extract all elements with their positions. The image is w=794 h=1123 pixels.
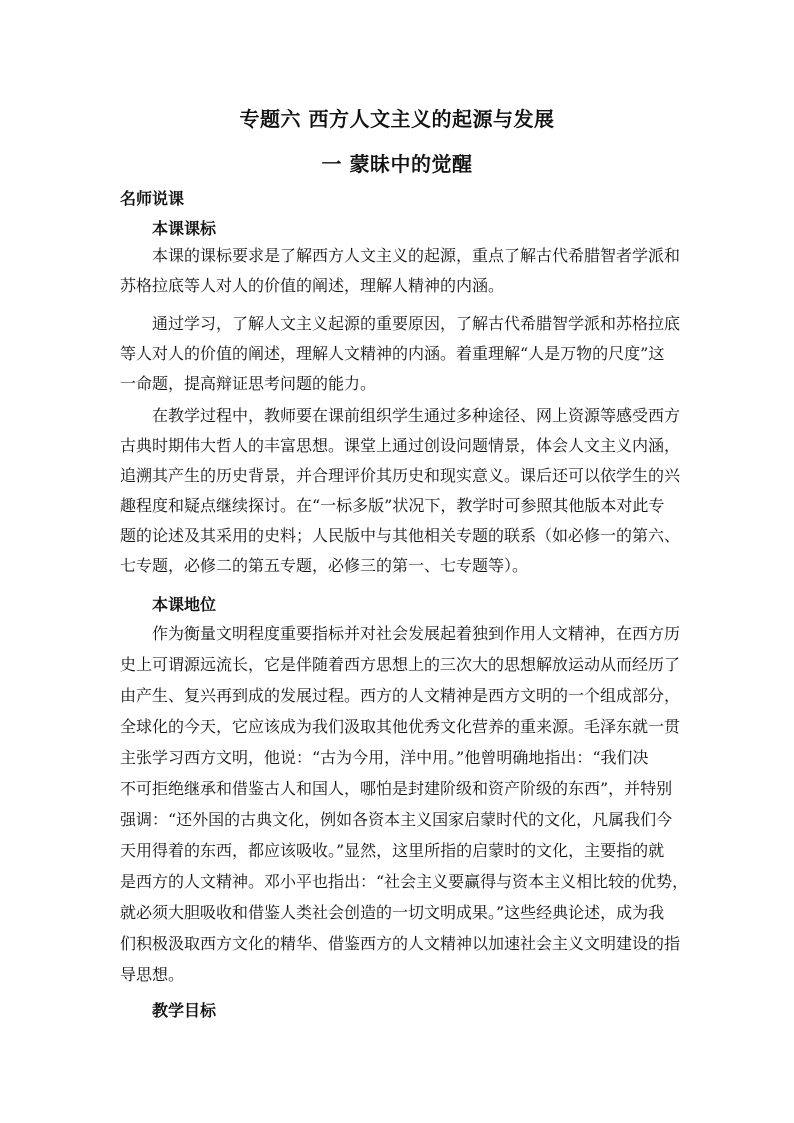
paragraph-line: 主张学习西方文明，他说：“古为今用，洋中用。”他曾明确地指出：“我们决: [120, 748, 649, 767]
paragraph-line: 不可拒绝继承和借鉴古人和国人，哪怕是封建阶级和资产阶级的东西”，并特别: [120, 779, 673, 798]
subsection-heading-goals: 教学目标: [152, 1001, 217, 1020]
paragraph-line: 在教学过程中，教师要在课前组织学生通过多种途径、网上资源等感受西方: [152, 406, 681, 425]
paragraph-line: 作为衡量文明程度重要指标并对社会发展起着独到作用人文精神，在西方历: [152, 624, 681, 643]
subsection-heading-curriculum: 本课课标: [152, 219, 217, 238]
paragraph-line: 通过学习，了解人文主义起源的重要原因，了解古代希腊智学派和苏格拉底: [152, 314, 681, 333]
paragraph-line: 天用得着的东西，都应该吸收。”显然，这里所指的启蒙时的文化，主要指的就: [120, 841, 665, 860]
document-subtitle: 一 蒙昧中的觉醒: [321, 152, 473, 176]
paragraph-line: 趣程度和疑点继续探讨。在“一标多版”状况下，教学时可参照其他版本对此专: [120, 496, 665, 515]
paragraph-line: 本课的课标要求是了解西方人文主义的起源，重点了解古代希腊智者学派和: [152, 246, 681, 265]
paragraph-line: 苏格拉底等人对人的价值的阐述，理解人精神的内涵。: [120, 276, 505, 295]
paragraph-line: 全球化的今天，它应该成为我们汲取其他优秀文化营养的重来源。毛泽东就一贯: [120, 717, 681, 736]
paragraph-line: 古典时期伟大哲人的丰富思想。课堂上通过创设问题情景，体会人文主义内涵，: [120, 436, 681, 455]
paragraph-line: 强调：“还外国的古典文化，例如各资本主义国家启蒙时代的文化，凡属我们今: [120, 810, 673, 829]
paragraph-line: 们积极汲取西方文化的精华、借鉴西方的人文精神以加速社会主义文明建设的指: [120, 934, 681, 953]
paragraph-line: 题的论述及其采用的史料；人民版中与其他相关专题的联系（如必修一的第六、: [120, 526, 681, 545]
paragraph-line: 等人对人的价值的阐述，理解人文精神的内涵。着重理解“人是万物的尺度”这: [120, 344, 665, 363]
paragraph-line: 追溯其产生的历史背景，并合理评价其历史和现实意义。课后还可以依学生的兴: [120, 466, 681, 485]
subsection-heading-status: 本课地位: [152, 595, 217, 614]
paragraph-line: 由产生、复兴再到成的发展过程。西方的人文精神是西方文明的一个组成部分，: [120, 686, 681, 705]
section-heading: 名师说课: [120, 189, 185, 208]
paragraph-line: 就必须大胆吸收和借鉴人类社会创造的一切文明成果。”这些经典论述，成为我: [120, 903, 665, 922]
paragraph-line: 是西方的人文精神。邓小平也指出：“社会主义要赢得与资本主义相比较的优势，: [120, 872, 689, 891]
document-title: 专题六 西方人文主义的起源与发展: [239, 107, 555, 131]
paragraph-line: 史上可谓源远流长，它是伴随着西方思想上的三次大的思想解放运动从而经历了: [120, 655, 681, 674]
paragraph-line: 导思想。: [120, 965, 185, 984]
paragraph-line: 七专题，必修二的第五专题，必修三的第一、七专题等）。: [120, 556, 529, 575]
paragraph-line: 一命题，提高辩证思考问题的能力。: [120, 374, 377, 393]
